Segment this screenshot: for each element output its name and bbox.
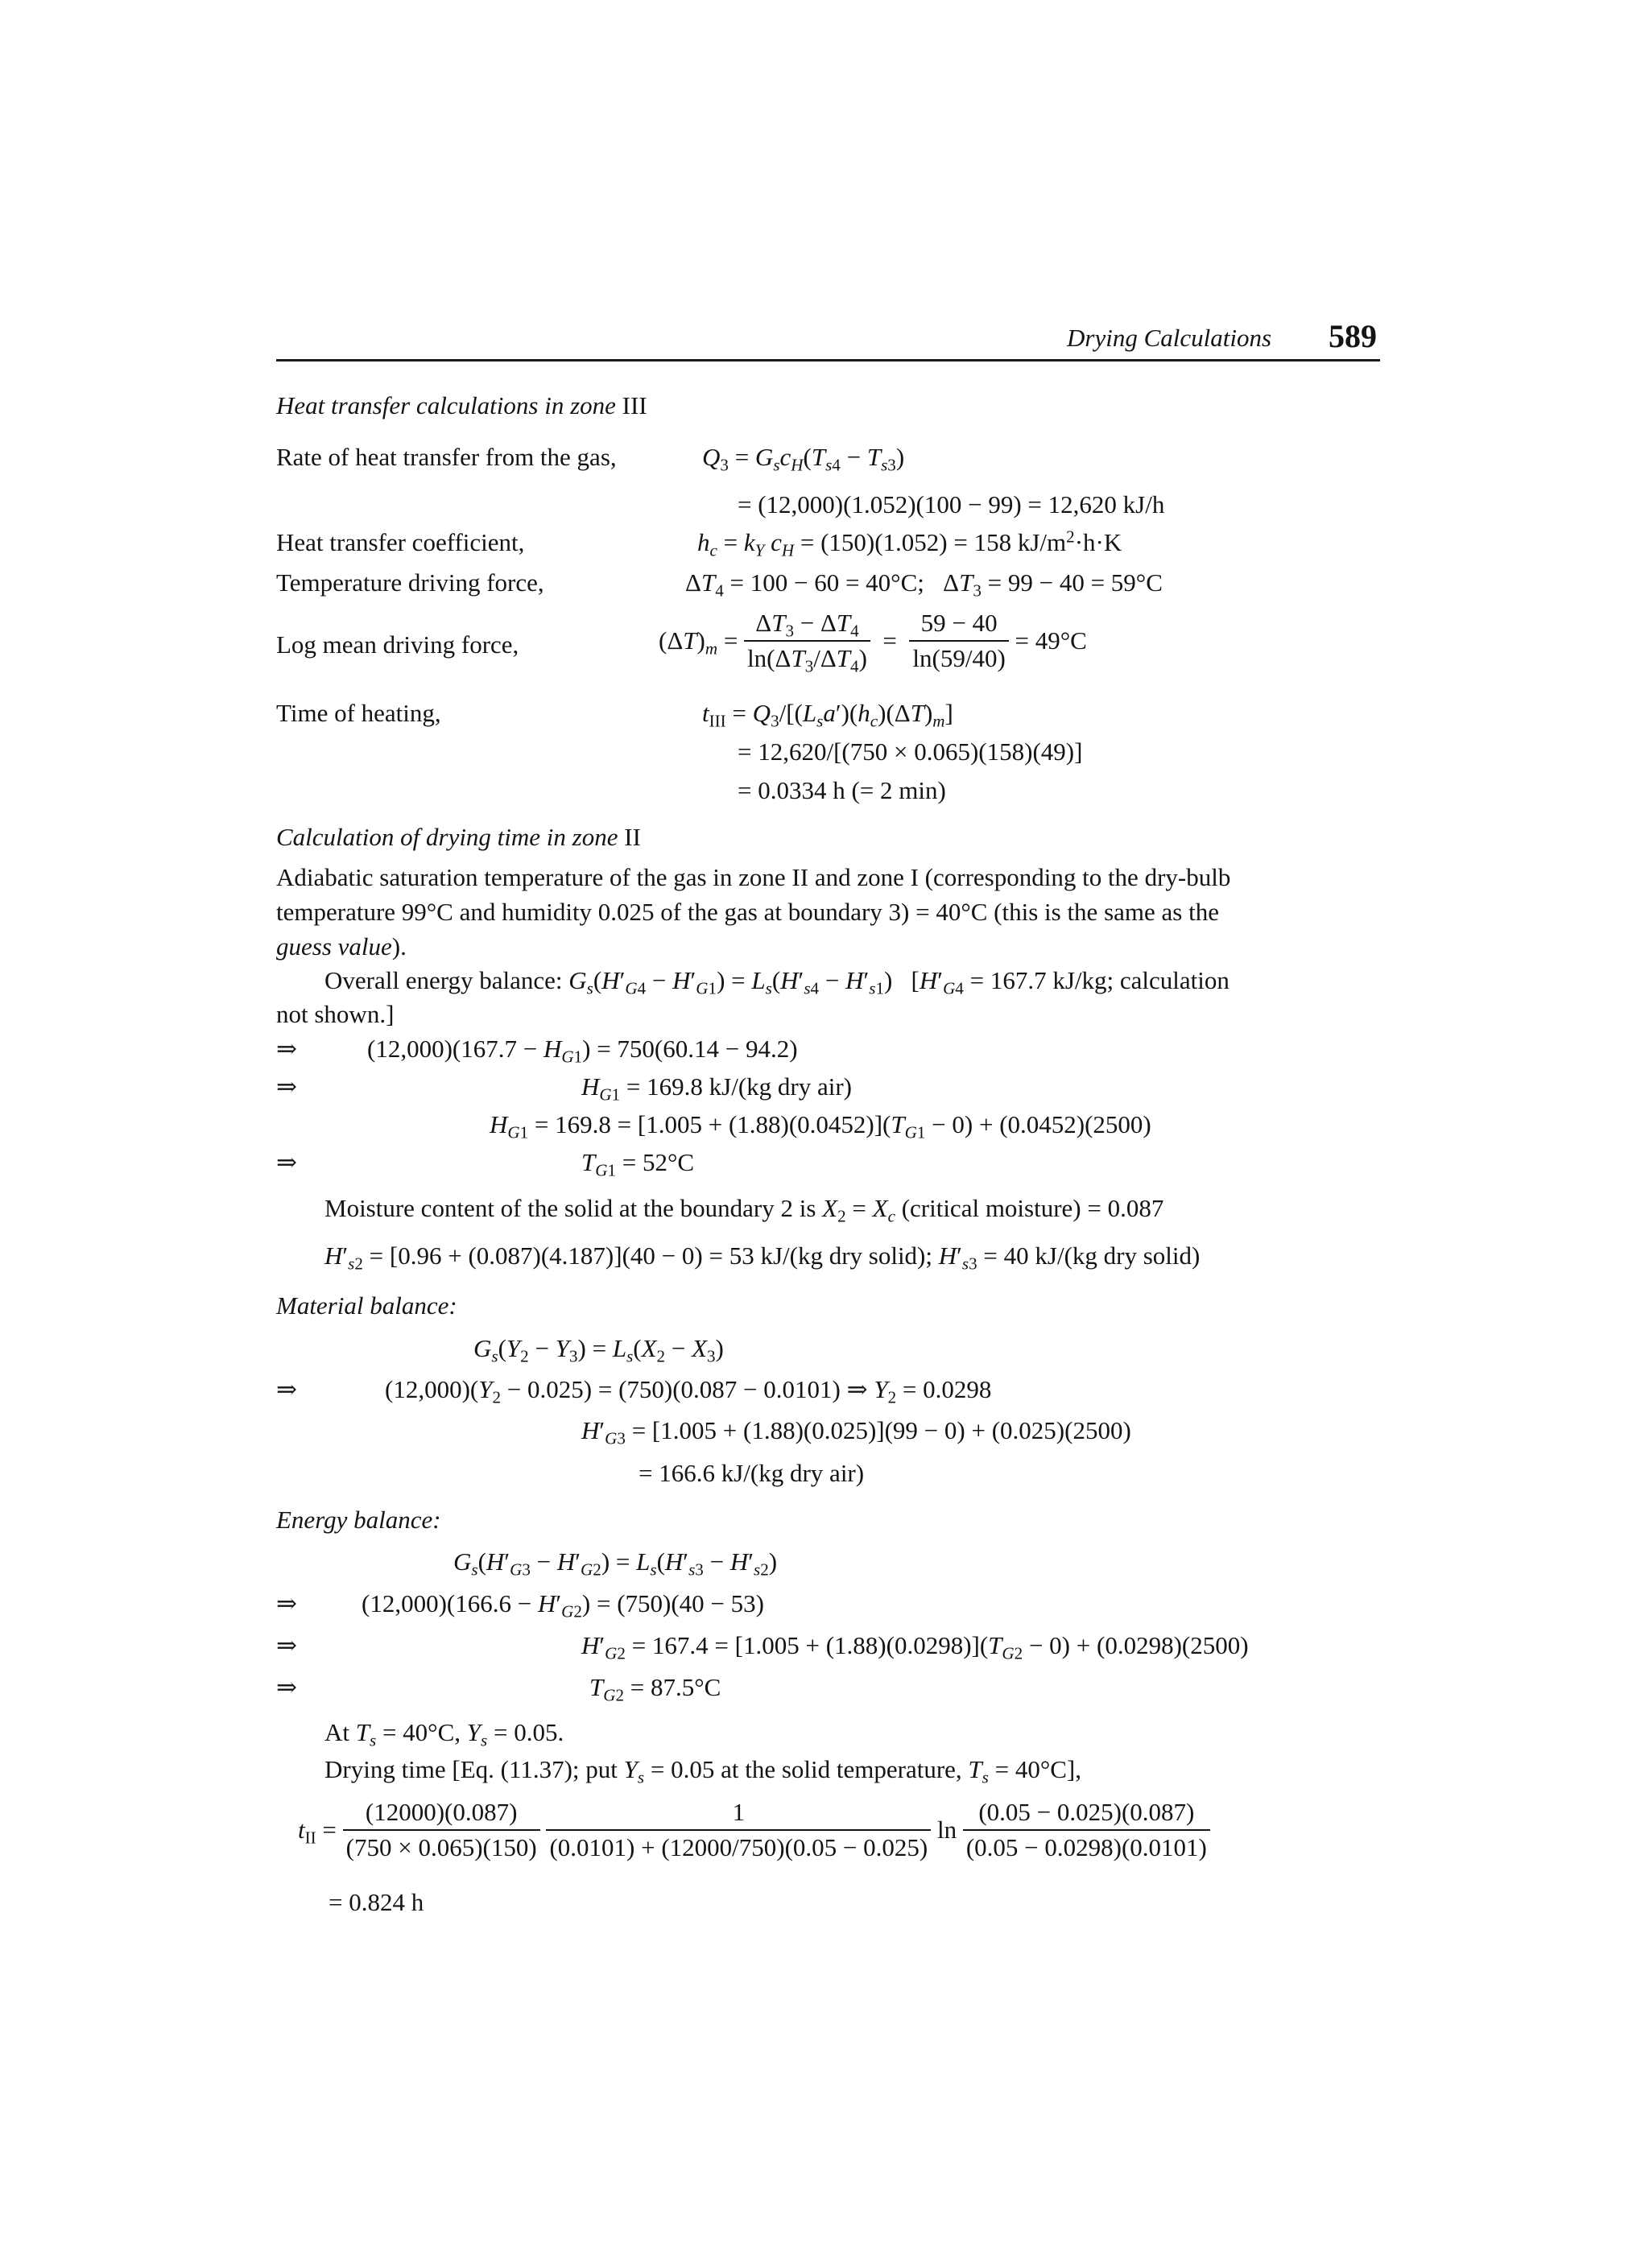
- eb-eq1: $G_s(H'_{G3} - H'_{G2}) = L_s(H'_{s3} - H'_{s2})$: [453, 1547, 778, 1580]
- energy-heading: Energy balance:: [276, 1506, 441, 1534]
- zone3-heading: Heat transfer calculations in zone III: [276, 391, 647, 419]
- implies-4: ⇒: [276, 1375, 297, 1403]
- implies-7: ⇒: [276, 1673, 297, 1701]
- para1-line1: Adiabatic saturation temperature of the gas in zone II and zone I (corresponding to the dry-bulb: [276, 863, 1231, 891]
- time-label: Time of heating,: [276, 699, 441, 727]
- tdf-label: Temperature driving force,: [276, 568, 544, 597]
- at-line: At $T_s = 40^\circ C$, $Y_s = 0.05$.: [324, 1718, 564, 1750]
- eb-eq3: $H'_{G2} = 167.4 = [1.005 + (1.88)(0.0298)](T_{G2} - 0) + (0.0298)(2500)$: [581, 1631, 1249, 1663]
- time-line-3: = 0.0334 h (= 2 min): [738, 776, 946, 804]
- solid-enthalpy-line: $H'_{s2} = [0.96 + (0.087)(4.187)](40 - 0) = 53$ kJ/(kg dry solid); $H'_{s3} = 40$ kJ/(kg dry solid): [324, 1241, 1201, 1274]
- dt-fraction-1: $\frac{(12000)(0.087)}{(750 \times 0.065)(150)}$: [343, 1797, 540, 1863]
- drying-time-equation: $t_{II}$ = $\frac{(12000)(0.087)}{(750 \times 0.065)(150)}$ $\frac{1}{(0.0101) + (12000/750)(0.05 - 0.025)}$ ln $\frac{(0.05 - 0.025)(0.087)}{(0.05 - 0.0298)(0.0101)}$: [298, 1797, 1210, 1863]
- zone2-heading: Calculation of drying time in zone II: [276, 823, 641, 851]
- step2-eq: $H_{G1} = 169.8$ kJ/(kg dry air): [581, 1072, 852, 1105]
- dt-fraction-3: $\frac{(0.05 - 0.025)(0.087)}{(0.05 - 0.0298)(0.0101)}$: [963, 1797, 1210, 1863]
- rate-label: Rate of heat transfer from the gas,: [276, 443, 617, 471]
- htc-label: Heat transfer coefficient,: [276, 528, 525, 556]
- eb-eq2: $(12,000)(166.6 - H'_{G2}) = (750)(40 - 53)$: [362, 1589, 764, 1621]
- tdf-equation: $\Delta T_4 = 100 - 60 = 40^\circ C$; $\Delta T_3 = 99 - 40 = 59^\circ C$: [685, 568, 1163, 601]
- step1-eq: $(12,000)(167.7 - H_{G1}) = 750(60.14 - 94.2)$: [367, 1035, 798, 1067]
- moisture-line: Moisture content of the solid at the boundary 2 is $X_2 = X_c$ (critical moisture) = 0.087: [324, 1194, 1164, 1226]
- time-equation: $t_{III} = Q_3/[(L_sa')(h_c)(\Delta T)_m]$: [702, 699, 953, 731]
- para1-line3: guess value).: [276, 932, 407, 960]
- implies-6: ⇒: [276, 1631, 297, 1659]
- mb-eq2: $(12,000)(Y_2 - 0.025) = (750)(0.087 - 0.0101)$ ⇒ $Y_2 = 0.0298$: [385, 1375, 992, 1407]
- lmdf-equation: $(\Delta T)_m$ = $\frac{\Delta T_3 - \Delta T_4}{\ln(\Delta T_3/\Delta T_4)}$ = $\frac{59 - 40}{\ln(59/40)}$ = 49°C: [659, 609, 1087, 676]
- implies-1: ⇒: [276, 1035, 297, 1063]
- hg3-eq: $H'_{G3} = [1.005 + (1.88)(0.025)](99 - 0) + (0.025)(2500)$: [581, 1416, 1131, 1448]
- overall-line-2: not shown.]: [276, 1000, 395, 1028]
- page-number: 589: [1329, 318, 1377, 354]
- rate-result: = (12,000)(1.052)(100 − 99) = 12,620 kJ/h: [738, 490, 1165, 518]
- drying-time-line: Drying time [Eq. (11.37); put $Y_s = 0.05$ at the solid temperature, $T_s = 40^\circ C$],: [324, 1755, 1081, 1787]
- dt-fraction-2: $\frac{1}{(0.0101) + (12000/750)(0.05 - 0.025)}$: [546, 1797, 931, 1863]
- implies-3: ⇒: [276, 1148, 297, 1176]
- implies-2: ⇒: [276, 1072, 297, 1101]
- implies-5: ⇒: [276, 1589, 297, 1617]
- rate-equation: $Q_3 = G_sc_H(T_{s4} - T_{s3})$: [702, 443, 905, 475]
- running-title: Drying Calculations: [1067, 324, 1272, 352]
- header-rule: [276, 359, 1380, 361]
- htc-equation: $h_c = k_Y$ $c_H = (150)(1.052) = 158$ $kJ/m^2\cdot h\cdot K$: [697, 527, 1122, 560]
- drying-time-result: = 0.824 h: [329, 1888, 424, 1916]
- material-heading: Material balance:: [276, 1291, 457, 1320]
- mb-eq1: $G_s(Y_2 - Y_3) = L_s(X_2 - X_3)$: [473, 1334, 724, 1366]
- hg3-line-2: = 166.6 kJ/(kg dry air): [639, 1459, 865, 1487]
- time-line-2: = 12,620/[(750 × 0.065)(158)(49)]: [738, 737, 1083, 766]
- step3-eq: $H_{G1} = 169.8 = [1.005 + (1.88)(0.0452)](T_{G1} - 0) + (0.0452)(2500)$: [490, 1110, 1151, 1142]
- lmdf-label: Log mean driving force,: [276, 630, 519, 659]
- eb-eq4: $T_{G2} = 87.5^\circ C$: [589, 1673, 721, 1705]
- lmdf-fraction-1: $\frac{\Delta T_3 - \Delta T_4}{\ln(\Delta T_3/\Delta T_4)}$: [744, 608, 870, 674]
- para1-line2: temperature 99°C and humidity 0.025 of the gas at boundary 3) = 40°C (this is the same as the: [276, 898, 1219, 926]
- step4-eq: $T_{G1} = 52^\circ C$: [581, 1148, 695, 1180]
- overall-energy-balance: Overall energy balance: $G_s(H'_{G4} - H'_{G1}) = L_s(H'_{s4} - H'_{s1}) [H'_{G4} = 167.7$ kJ/kg; calculation: [324, 966, 1230, 998]
- lmdf-fraction-2: $\frac{59 - 40}{\ln(59/40)}$: [909, 608, 1008, 674]
